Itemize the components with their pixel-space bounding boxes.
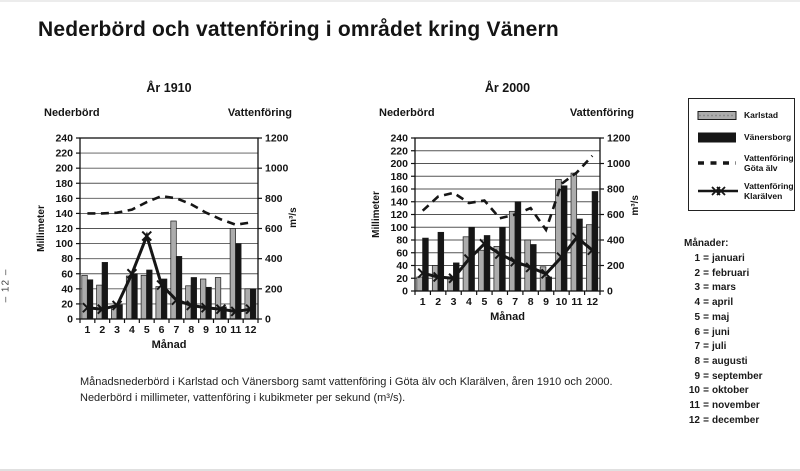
chart-text: 180 [55,177,73,190]
chart-svg-1910 [30,75,335,375]
month-key-row: 10 = oktober [688,385,749,397]
chart-text: 40 [61,283,73,296]
gota-alv-line-1910 [87,196,250,225]
legend-label: Vattenföring Göta älv [744,152,794,173]
month-key-row: 4 = april [694,297,734,309]
bar [479,250,485,291]
chart-text: 220 [390,145,408,158]
chart-text: Millimeter [371,191,382,238]
chart-legend [688,98,795,211]
months-key [684,238,796,428]
chart-text: Månad [490,311,525,323]
chart-text: 6 [158,324,165,336]
chart-text: 240 [55,132,73,145]
month-key-row: 11 = november [689,400,760,412]
x-line-swatch-icon [696,184,740,198]
chart-text: 200 [390,158,408,170]
bar [423,238,429,291]
chart-text: 40 [396,260,408,272]
months-key-title: Månader: [684,238,729,249]
chart-text: 1200 [607,132,631,145]
chart-text: m³/s [288,207,299,228]
chart-text: 80 [396,234,408,247]
month-key-row: 9 = september [694,370,763,382]
chart-text: 3 [114,324,121,336]
chart-text: 180 [390,170,408,183]
chart-text: 100 [55,238,73,251]
caption-line-1: Månadsnederbörd i Karlstad och Vänersborg samt vattenföring i Göta älv och Klarälven, åren 1910 och 2000. [80,376,613,388]
karlstad-bar-swatch-icon [696,108,740,122]
chart-text: 20 [396,272,408,285]
chart-text: 600 [265,223,283,235]
chart-text: 9 [203,324,210,336]
chart-text: 10 [555,296,568,308]
chart-text: 1000 [265,162,289,175]
bar [191,278,197,320]
chart-text: 140 [55,207,73,220]
chart-1910 [30,75,335,375]
month-key-row: 1 = januari [694,253,745,264]
chart-text: 800 [265,192,283,205]
chart-text: 5 [143,324,150,336]
chart-text: 20 [61,298,73,311]
legend-item-vanersborg [696,130,792,144]
month-key-row: 7 = juli [694,341,727,353]
bar [250,289,256,319]
bar [147,270,153,319]
bar [141,275,147,319]
legend-label: Vattenföring Klarälven [744,180,794,201]
bar [546,277,552,291]
chart-text: 0 [402,285,408,298]
chart-text: 0 [67,313,73,326]
legend-item-gota-alv [696,152,794,173]
chart-text: Vattenföring [569,107,634,119]
chart-text: 200 [607,260,625,272]
bar [97,285,103,319]
bar [571,173,577,291]
bar [577,219,583,291]
chart-text: 0 [265,313,271,326]
chart-text: 6 [496,296,503,308]
chart-text: 400 [607,234,625,247]
bar [230,229,236,320]
legend-label: Karlstad [744,110,779,120]
chart-text: 120 [390,209,408,221]
month-key-row: 6 = juni [694,326,730,338]
chart-text: 8 [188,324,195,336]
chart-text: Månad [151,339,187,351]
chart-text: 9 [543,296,549,308]
chart-text: 3 [450,296,457,308]
bar [87,280,93,319]
bar [500,227,506,291]
legend-label: Vänersborg [744,132,792,143]
chart-text: 220 [55,147,73,160]
chart-text: 1000 [607,158,631,170]
chart-text: 4 [466,296,472,308]
chart-text: 140 [390,196,408,209]
chart-text: 2 [99,324,106,336]
page-number: – 12 – [0,268,12,303]
bar [438,232,444,291]
caption-line-2: Nederbörd i millimeter, vattenföring i kubikmeter per sekund (m³/s). [80,391,406,404]
dashed-line-swatch-icon [696,156,740,170]
chart-2000 [352,75,657,375]
chart-text: 7 [512,296,519,308]
bar [586,225,592,291]
chart-text: 160 [390,183,408,196]
bar [561,186,567,291]
bar [206,287,212,319]
figure-caption [80,375,640,406]
bar [245,289,251,319]
chart-text: 160 [55,192,73,205]
vanersborg-bar-swatch-icon [696,130,740,144]
chart-text: Vattenföring [227,107,292,119]
chart-text: 800 [607,183,625,196]
chart-text: 11 [230,324,242,336]
bar [417,277,423,291]
bar [592,192,598,292]
month-key-row: 2 = februari [694,267,750,279]
chart-text: 12 [586,296,599,308]
chart-text: 1 [84,324,91,336]
legend-item-klaralven [696,180,794,201]
bar [156,287,162,319]
chart-text: 4 [128,324,135,336]
bar [82,275,88,319]
chart-text: 2 [435,296,442,308]
chart-text: 200 [55,162,73,175]
chart-text: 400 [265,253,283,266]
chart-text: År 2000 [484,81,531,95]
month-key-row: 5 = maj [694,311,730,323]
page-title: Nederbörd och vattenföring i området kring Vänern [38,18,559,41]
chart-text: Millimeter [36,205,47,252]
chart-text: 1 [419,296,426,308]
chart-text: 240 [390,132,408,145]
bar [176,256,182,319]
chart-text: 600 [607,209,625,221]
chart-text: 80 [61,253,73,266]
chart-text: 10 [215,324,227,336]
chart-text: Nederbörd [44,107,100,119]
bar [509,211,515,291]
chart-text: 1200 [265,132,289,145]
chart-text: 200 [265,283,283,296]
chart-text: 0 [607,285,613,298]
chart-text: 120 [55,223,73,235]
month-key-row: 8 = augusti [694,355,748,367]
chart-text: 5 [481,296,488,308]
month-key-row: 12 = december [688,414,760,426]
chart-text: År 1910 [146,81,192,95]
chart-text: 100 [390,221,408,234]
months-key-list [684,252,796,428]
month-key-row: 3 = mars [694,282,736,294]
chart-text: m³/s [630,195,641,216]
chart-text: 60 [396,247,408,260]
line-path [87,196,250,225]
chart-text: 60 [61,268,73,281]
bar [132,274,138,319]
chart-text: 7 [173,324,180,336]
chart-text: Nederbörd [379,107,435,119]
chart-text: 8 [527,296,534,308]
chart-svg-2000 [352,75,657,375]
legend-item-karlstad [696,108,787,122]
chart-text: 11 [571,296,583,308]
chart-text: 12 [244,324,257,336]
bar [200,279,206,319]
